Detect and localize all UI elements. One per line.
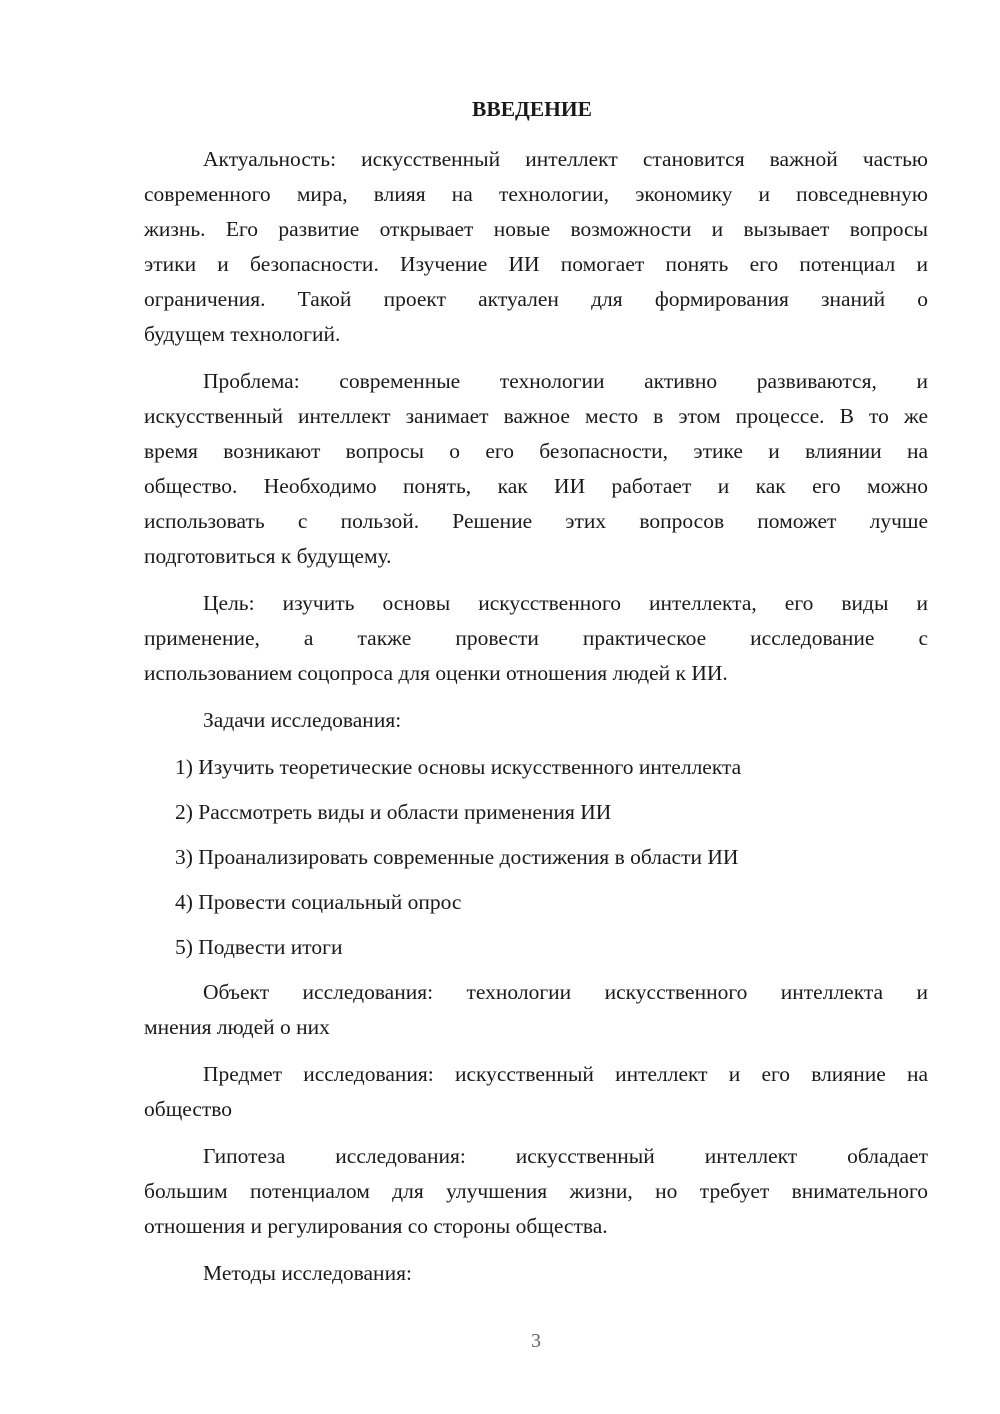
task-list-item: 4) Провести социальный опрос [175,890,462,914]
paragraphs-after-list [144,975,928,1291]
paragraph [144,703,928,738]
text-line: Задачи исследования: [203,708,402,732]
text-line: искусственный интеллект занимает важное место в этом процессе. В то же [144,404,928,428]
paragraph [144,1256,928,1291]
page-title: ВВЕДЕНИЕ [472,97,592,121]
text-line: Цель: изучить основы искусственного интеллекта, его виды и [203,591,928,615]
paragraph [144,1139,928,1244]
task-list [144,750,928,965]
text-line: использованием соцопроса для оценки отношения людей к ИИ. [144,661,728,685]
task-list-item: 5) Подвести итоги [175,935,343,959]
text-line: Предмет исследования: искусственный интеллект и его влияние на [203,1062,928,1086]
document-page [144,92,928,1303]
page-number: 3 [531,1330,541,1352]
text-line: современного мира, влияя на технологии, экономику и повседневную [144,182,928,206]
text-line: этики и безопасности. Изучение ИИ помогает понять его потенциал и [144,252,928,276]
text-line: Объект исследования: технологии искусственного интеллекта и [203,980,928,1004]
paragraph [144,142,928,352]
task-list-item: 3) Проанализировать современные достижения в области ИИ [175,845,739,869]
text-line: ограничения. Такой проект актуален для формирования знаний о [144,287,928,311]
text-line: Проблема: современные технологии активно развиваются, и [203,369,928,393]
text-line: общество [144,1097,233,1121]
text-line: время возникают вопросы о его безопасности, этике и влиянии на [144,439,928,463]
text-line: жизнь. Его развитие открывает новые возможности и вызывает вопросы [144,217,928,241]
text-line: Актуальность: искусственный интеллект становится важной частью [203,147,928,171]
text-line: большим потенциалом для улучшения жизни, но требует внимательного [144,1179,928,1203]
text-line: подготовиться к будущему. [144,544,392,568]
text-line: использовать с пользой. Решение этих вопросов поможет лучше [144,509,928,533]
text-line: отношения и регулирования со стороны общества. [144,1214,608,1238]
text-line: общество. Необходимо понять, как ИИ работает и как его можно [144,474,928,498]
task-list-item: 1) Изучить теоретические основы искусственного интеллекта [175,755,742,779]
paragraph [144,364,928,574]
text-line: применение, а также провести практическое исследование с [144,626,928,650]
paragraph [144,586,928,691]
task-list-item: 2) Рассмотреть виды и области применения ИИ [175,800,612,824]
text-line: Гипотеза исследования: искусственный интеллект обладает [203,1144,928,1168]
text-line: будущем технологий. [144,322,341,346]
text-line: мнения людей о них [144,1015,330,1039]
text-line: Методы исследования: [203,1261,412,1285]
paragraph [144,975,928,1045]
paragraph [144,1057,928,1127]
paragraphs-before-list [144,142,928,738]
